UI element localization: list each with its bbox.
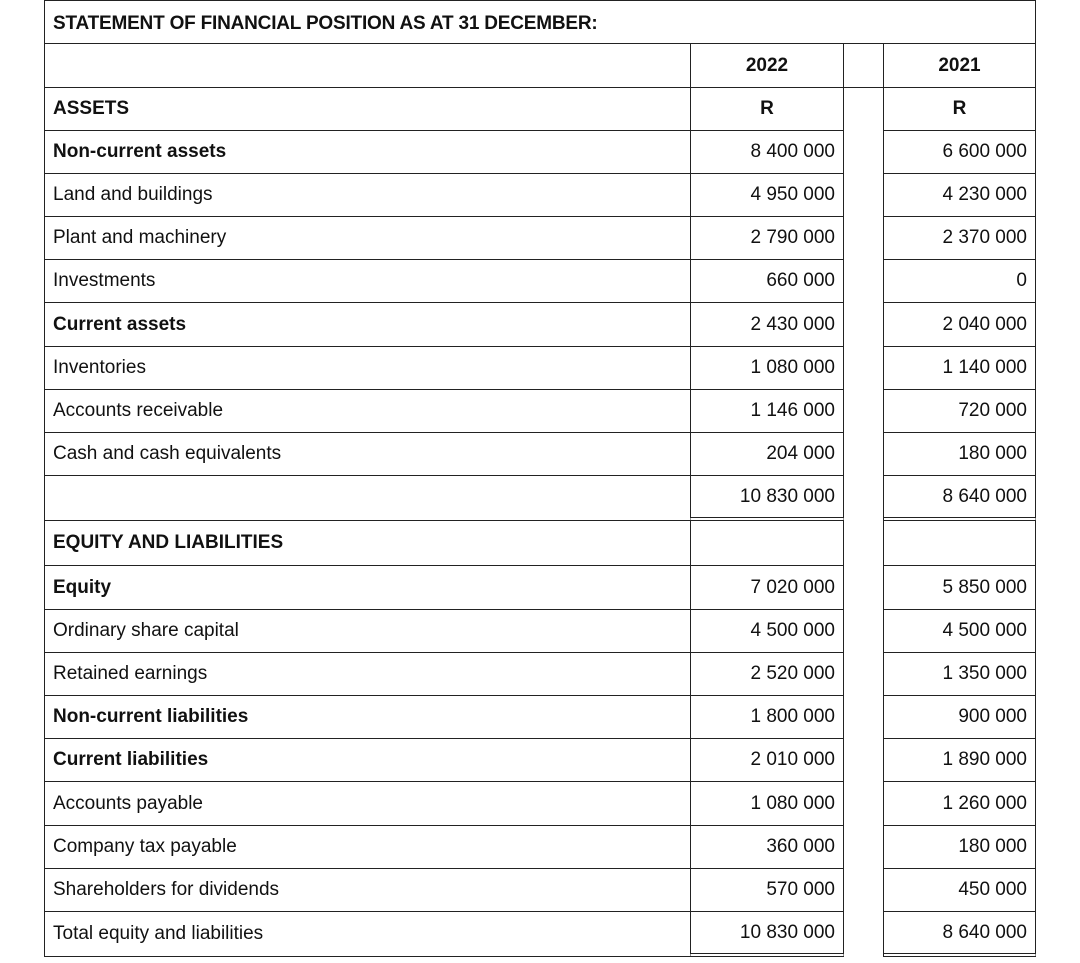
currency-2022: R	[760, 98, 774, 119]
value-2022-cell	[690, 826, 844, 869]
year-2021-header: 2021	[938, 54, 981, 76]
table-row	[44, 433, 1036, 476]
value-2022: 1 146 000	[750, 400, 835, 421]
value-2021-cell	[884, 566, 1036, 610]
value-2022: 1 080 000	[750, 357, 835, 378]
value-2021-cell	[884, 303, 1036, 347]
gap-cell	[844, 826, 884, 869]
value-2021: 2 040 000	[942, 313, 1027, 335]
table-row	[44, 260, 1036, 303]
year-header-row	[44, 44, 1036, 88]
row-label-cell	[44, 566, 690, 610]
table-row	[44, 521, 1036, 566]
value-2022-cell	[690, 521, 844, 566]
value-2022-cell	[690, 566, 844, 610]
table-row	[44, 739, 1036, 782]
value-2021-cell	[884, 696, 1036, 739]
value-2022: 2 520 000	[750, 663, 835, 684]
table-row	[44, 217, 1036, 260]
row-label: Accounts receivable	[53, 400, 224, 421]
value-2021: 900 000	[958, 706, 1027, 727]
table-row	[44, 869, 1036, 912]
value-2022-cell	[690, 739, 844, 782]
table-row	[44, 476, 1036, 521]
row-label-cell	[44, 739, 690, 782]
row-label-cell	[44, 912, 690, 957]
gap-cell	[844, 217, 884, 260]
value-2021-cell	[884, 739, 1036, 782]
value-2021: 1 140 000	[942, 357, 1027, 378]
row-label-cell	[44, 217, 690, 260]
value-2022-cell	[690, 869, 844, 912]
row-label: Non-current liabilities	[53, 706, 249, 727]
header-2022-cell	[690, 44, 844, 88]
table-row	[44, 696, 1036, 739]
value-2021: 720 000	[958, 400, 1027, 421]
value-2021: 1 350 000	[942, 663, 1027, 684]
value-2021: 5 850 000	[942, 576, 1027, 598]
row-label: Plant and machinery	[53, 227, 227, 248]
row-label: Shareholders for dividends	[53, 879, 280, 900]
row-label: Equity	[53, 576, 112, 598]
gap-cell	[844, 260, 884, 303]
value-2022-cell	[690, 131, 844, 174]
value-2021: 450 000	[958, 879, 1027, 900]
value-2021-cell	[884, 217, 1036, 260]
value-2022-cell	[690, 174, 844, 217]
value-2021-cell	[884, 826, 1036, 869]
value-2021-cell	[884, 174, 1036, 217]
value-2022-cell	[690, 347, 844, 390]
value-2021-cell	[884, 869, 1036, 912]
value-2021: 8 640 000	[942, 921, 1027, 943]
value-2021-cell	[884, 610, 1036, 653]
value-2022-cell	[690, 433, 844, 476]
row-label-cell	[44, 653, 690, 696]
gap-cell	[844, 303, 884, 347]
value-2022: 4 950 000	[750, 184, 835, 205]
row-label: Retained earnings	[53, 663, 208, 684]
assets-heading-cell	[44, 88, 690, 131]
row-label-cell	[44, 521, 690, 566]
value-2021: 0	[1016, 270, 1027, 291]
value-2022-cell	[690, 217, 844, 260]
gap-cell	[844, 653, 884, 696]
value-2022: 660 000	[766, 270, 835, 291]
value-2021: 2 370 000	[942, 227, 1027, 248]
gap-cell	[844, 88, 884, 131]
row-label-cell	[44, 390, 690, 433]
header-gap-cell	[844, 44, 884, 88]
value-2022: 1 800 000	[750, 706, 835, 727]
value-2022: 1 080 000	[750, 792, 835, 814]
row-label: Cash and cash equivalents	[53, 443, 282, 464]
row-label-cell	[44, 869, 690, 912]
currency-2022-cell	[690, 88, 844, 131]
value-2021-cell	[884, 782, 1036, 826]
value-2021: 1 890 000	[942, 749, 1027, 770]
value-2021: 180 000	[958, 443, 1027, 464]
row-label: EQUITY AND LIABILITIES	[53, 532, 284, 553]
row-label: Inventories	[53, 357, 146, 378]
statement-title-row	[44, 0, 1036, 44]
value-2021-cell	[884, 347, 1036, 390]
row-label-cell	[44, 347, 690, 390]
value-2022: 360 000	[766, 836, 835, 857]
row-label: Company tax payable	[53, 836, 237, 857]
table-row	[44, 782, 1036, 826]
row-label: Current liabilities	[53, 749, 209, 770]
value-2022: 2 430 000	[750, 313, 835, 335]
value-2021-cell	[884, 131, 1036, 174]
value-2022-cell	[690, 912, 844, 957]
gap-cell	[844, 610, 884, 653]
value-2022: 2 790 000	[750, 227, 835, 248]
row-label-cell	[44, 174, 690, 217]
year-2022-header: 2022	[745, 54, 789, 76]
gap-cell	[844, 174, 884, 217]
value-2021: 180 000	[958, 836, 1027, 857]
value-2022-cell	[690, 653, 844, 696]
table-row	[44, 131, 1036, 174]
row-label-cell	[44, 260, 690, 303]
table-row	[44, 610, 1036, 653]
value-2022-cell	[690, 782, 844, 826]
currency-2021-cell	[884, 88, 1036, 131]
table-row	[44, 174, 1036, 217]
value-2021-cell	[884, 476, 1036, 521]
value-2022: 4 500 000	[750, 620, 835, 641]
row-label-cell	[44, 696, 690, 739]
row-label-cell	[44, 826, 690, 869]
row-label-cell	[44, 303, 690, 347]
currency-2021: R	[952, 98, 967, 119]
value-2021: 6 600 000	[942, 141, 1027, 162]
row-label: Accounts payable	[53, 792, 203, 814]
table-row	[44, 826, 1036, 869]
row-label: Land and buildings	[53, 184, 213, 205]
value-2021-cell	[884, 390, 1036, 433]
row-label: Non-current assets	[53, 141, 227, 162]
value-2021-cell	[884, 433, 1036, 476]
value-2022: 204 000	[766, 443, 835, 464]
value-2022-cell	[690, 303, 844, 347]
value-2021-cell	[884, 260, 1036, 303]
value-2022-cell	[690, 476, 844, 521]
gap-cell	[844, 869, 884, 912]
value-2021: 4 500 000	[942, 620, 1027, 641]
header-label-cell	[44, 44, 690, 88]
table-row	[44, 303, 1036, 347]
value-2022-cell	[690, 390, 844, 433]
value-2022: 7 020 000	[750, 576, 835, 598]
assets-heading-row	[44, 88, 1036, 131]
row-label-cell	[44, 433, 690, 476]
gap-cell	[844, 433, 884, 476]
table-row	[44, 566, 1036, 610]
gap-cell	[844, 782, 884, 826]
gap-cell	[844, 696, 884, 739]
value-2022: 10 830 000	[739, 485, 835, 507]
gap-cell	[844, 912, 884, 957]
value-2021: 4 230 000	[942, 184, 1027, 205]
value-2022-cell	[690, 610, 844, 653]
statement-title: STATEMENT OF FINANCIAL POSITION AS AT 31 DECEMBER:	[53, 13, 598, 34]
header-2021-cell	[884, 44, 1036, 88]
gap-cell	[844, 566, 884, 610]
row-label-cell	[44, 476, 690, 521]
row-label-cell	[44, 782, 690, 826]
table-row	[44, 653, 1036, 696]
value-2022: 2 010 000	[750, 749, 835, 770]
value-2022: 570 000	[766, 879, 835, 900]
gap-cell	[844, 521, 884, 566]
table-row	[44, 912, 1036, 957]
value-2021-cell	[884, 653, 1036, 696]
gap-cell	[844, 347, 884, 390]
row-label: Ordinary share capital	[53, 620, 239, 641]
row-label: Current assets	[53, 313, 187, 335]
gap-cell	[844, 390, 884, 433]
row-label: Total equity and liabilities	[53, 923, 264, 944]
value-2021-cell	[884, 521, 1036, 566]
row-label-cell	[44, 131, 690, 174]
value-2022-cell	[690, 696, 844, 739]
row-label: Investments	[53, 270, 156, 291]
value-2022: 10 830 000	[739, 921, 835, 943]
table-row	[44, 390, 1036, 433]
row-label-cell	[44, 610, 690, 653]
value-2022: 8 400 000	[750, 141, 835, 162]
value-2022-cell	[690, 260, 844, 303]
gap-cell	[844, 739, 884, 782]
table-row	[44, 347, 1036, 390]
value-2021: 8 640 000	[942, 485, 1027, 507]
gap-cell	[844, 131, 884, 174]
value-2021: 1 260 000	[942, 792, 1027, 814]
gap-cell	[844, 476, 884, 521]
assets-heading: ASSETS	[53, 98, 130, 119]
value-2021-cell	[884, 912, 1036, 957]
